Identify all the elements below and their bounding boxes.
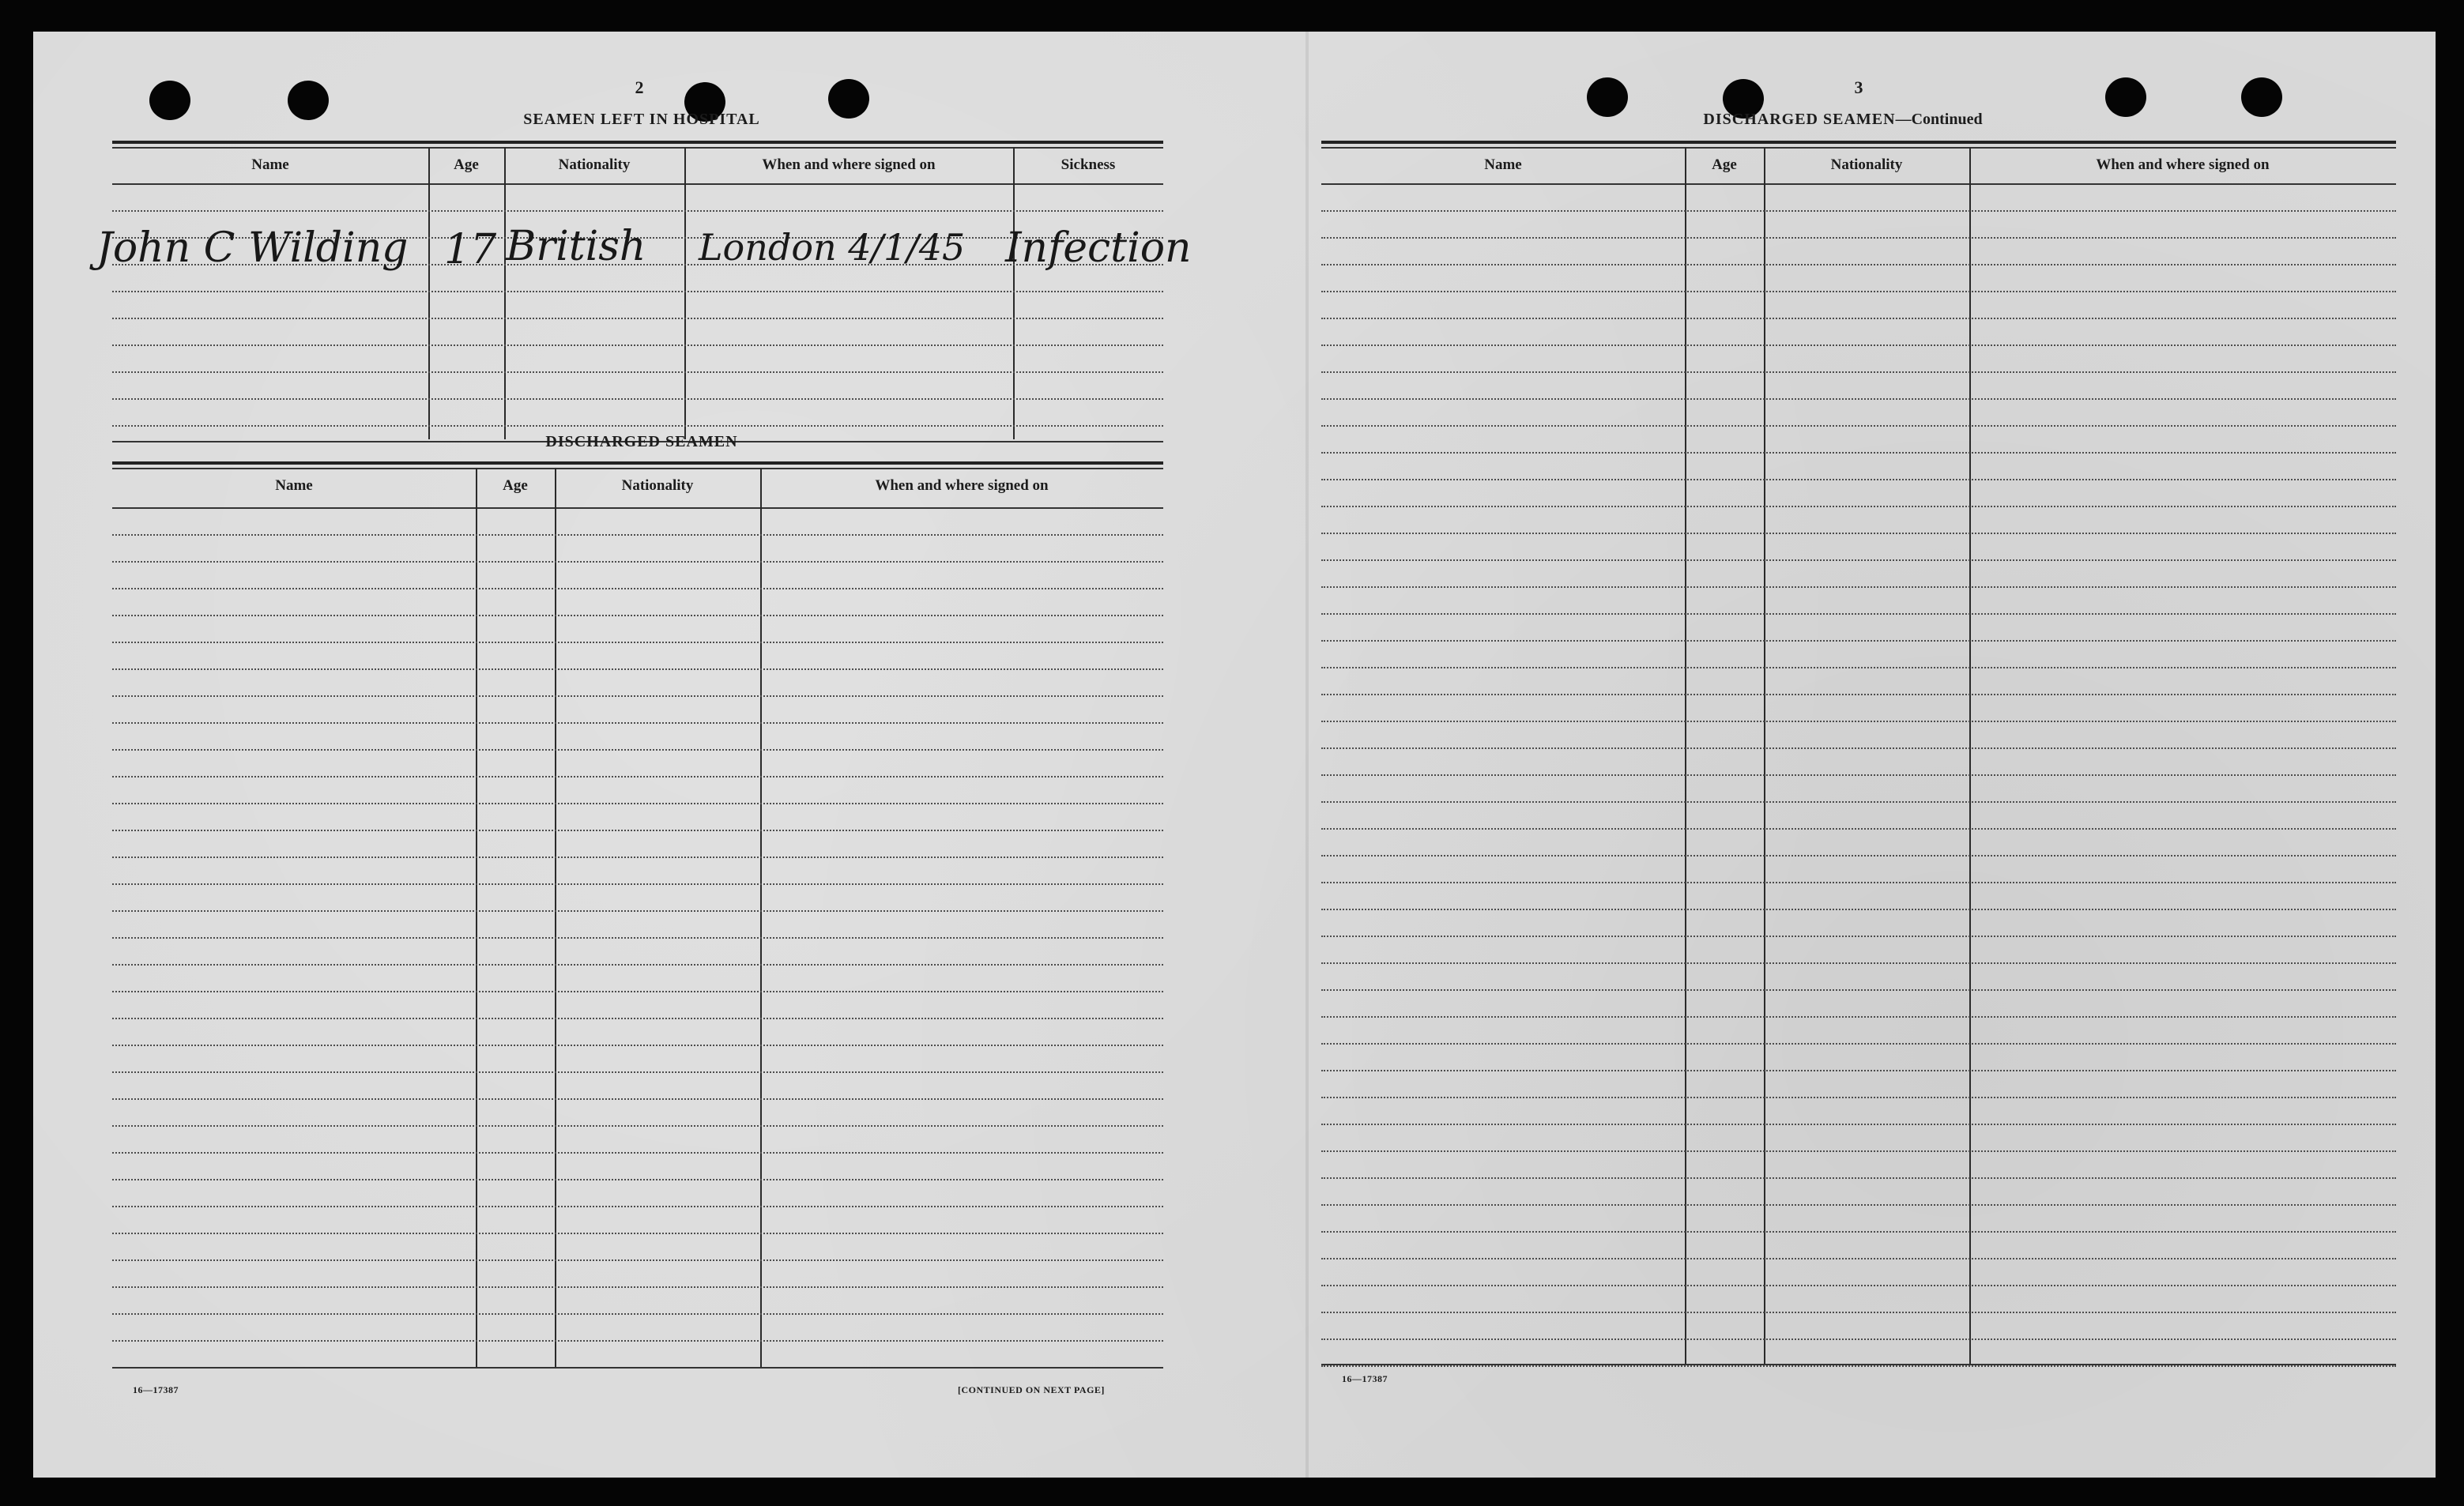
- punch-hole: [288, 81, 329, 120]
- discharged-col-nationality: Nationality: [621, 477, 694, 494]
- hospital-entry-name: John C Wilding: [96, 224, 409, 272]
- hospital-entry-age: 17: [444, 226, 497, 273]
- discharged-col-signed-on: When and where signed on: [875, 477, 1049, 494]
- hospital-col-signed-on: When and where signed on: [762, 156, 936, 173]
- form-number-right: 16—17387: [1342, 1373, 1388, 1384]
- right-col-nationality: Nationality: [1830, 156, 1903, 173]
- hospital-col-sickness: Sickness: [1061, 156, 1116, 173]
- page-fold: [1305, 32, 1309, 1478]
- hospital-section-title: SEAMEN LEFT IN HOSPITAL: [523, 111, 760, 128]
- form-number-left: 16—17387: [133, 1384, 179, 1395]
- discharged-table-right: [1321, 141, 2396, 1405]
- hospital-entry-nationality: British: [506, 223, 646, 270]
- page-number-left: 2: [635, 77, 644, 97]
- punch-hole: [1587, 77, 1628, 117]
- discharged-section-title: DISCHARGED SEAMEN: [545, 433, 738, 450]
- hospital-entry-signed-on: London 4/1/45: [699, 226, 966, 269]
- punch-hole: [2105, 77, 2146, 117]
- discharged-col-age: Age: [503, 477, 528, 494]
- right-col-name: Name: [1484, 156, 1522, 173]
- right-title-continued: —Continued: [1895, 111, 1983, 128]
- hospital-col-name: Name: [251, 156, 289, 173]
- right-col-age: Age: [1712, 156, 1737, 173]
- continued-note: [CONTINUED ON NEXT PAGE]: [958, 1384, 1105, 1395]
- right-title-main: DISCHARGED SEAMEN: [1703, 111, 1896, 128]
- hospital-table: [96, 141, 1192, 449]
- right-section-title: [1703, 111, 1982, 129]
- right-col-signed-on: When and where signed on: [2096, 156, 2270, 173]
- punch-hole: [828, 79, 869, 119]
- punch-hole: [149, 81, 190, 120]
- hospital-entry-sickness: Infection: [1005, 224, 1192, 272]
- discharged-table-left: [112, 461, 1163, 1410]
- page-number-right: 3: [1854, 77, 1863, 97]
- form-sheet: [33, 32, 2436, 1478]
- hospital-col-age: Age: [454, 156, 479, 173]
- punch-hole: [2241, 77, 2282, 117]
- discharged-col-name: Name: [275, 477, 313, 494]
- hospital-col-nationality: Nationality: [558, 156, 631, 173]
